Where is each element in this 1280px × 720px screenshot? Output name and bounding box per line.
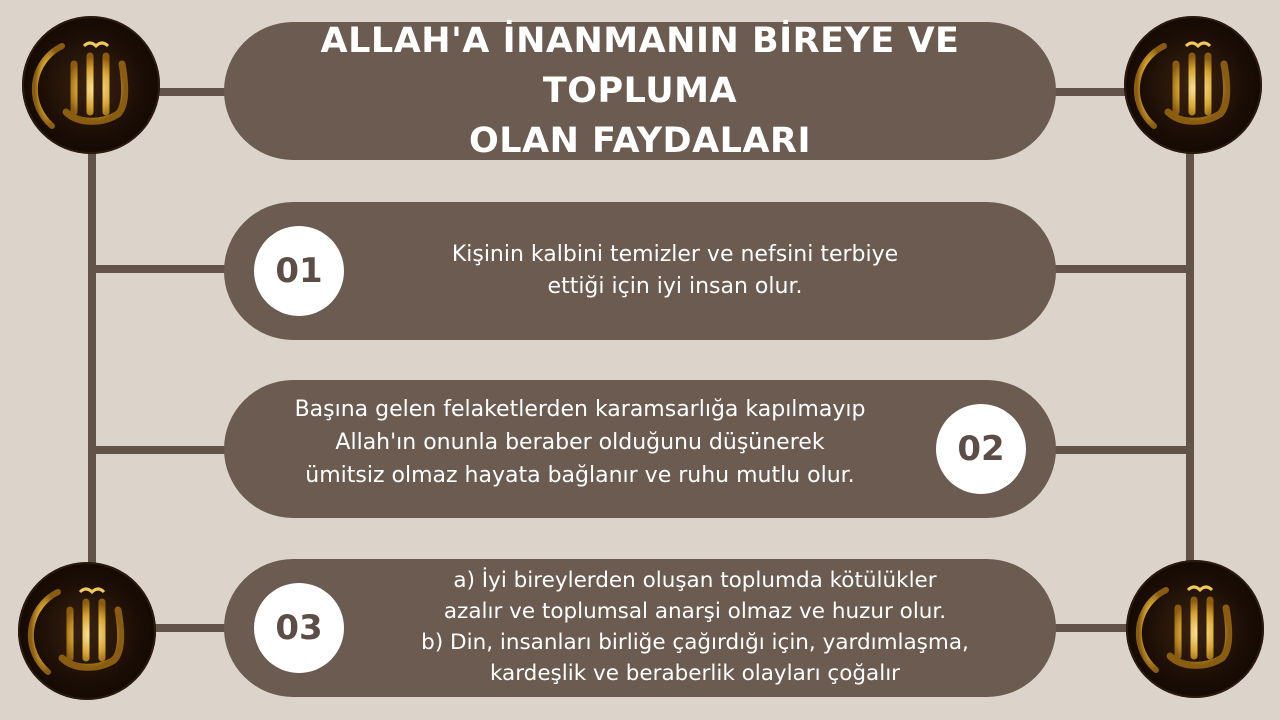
connector-row1-left bbox=[92, 265, 232, 273]
benefit-text: a) İyi bireylerden oluşan toplumda kötülükler azalır ve toplumsal anarşi olmaz ve huzur olur. b) Din, insanları birliğe çağırdığı için, yardımlaşma, kardeşlik ve beraberlik olayları çoğalır bbox=[421, 568, 969, 686]
benefit-number-badge: 02 bbox=[936, 404, 1026, 494]
connector-row2-right bbox=[1050, 446, 1190, 454]
page-title: ALLAH'A İNANMANIN BİREYE VE TOPLUMA OLAN FAYDALARI bbox=[320, 21, 960, 161]
allah-calligraphy-icon bbox=[1126, 560, 1264, 698]
left-vertical-line bbox=[88, 90, 96, 630]
benefit-number-badge: 03 bbox=[254, 583, 344, 673]
allah-calligraphy-icon bbox=[1124, 16, 1262, 154]
title-banner bbox=[224, 22, 1056, 160]
connector-row2-left bbox=[92, 446, 232, 454]
allah-calligraphy-icon bbox=[22, 16, 160, 154]
benefit-text: Başına gelen felaketlerden karamsarlığa kapılmayıp Allah'ın onunla beraber olduğunu düşünerek ümitsiz olmaz hayata bağlanır ve ruhu mutlu olur. bbox=[294, 397, 866, 488]
benefit-number-badge: 01 bbox=[254, 226, 344, 316]
connector-row1-right bbox=[1050, 265, 1190, 273]
benefit-text: Kişinin kalbini temizler ve nefsini terbiye ettiği için iyi insan olur. bbox=[451, 242, 899, 299]
right-vertical-line bbox=[1186, 90, 1194, 630]
benefit-card-1 bbox=[224, 202, 1056, 340]
benefit-card-2 bbox=[224, 380, 1056, 518]
allah-calligraphy-icon bbox=[18, 562, 156, 700]
benefit-card-3 bbox=[224, 559, 1056, 697]
